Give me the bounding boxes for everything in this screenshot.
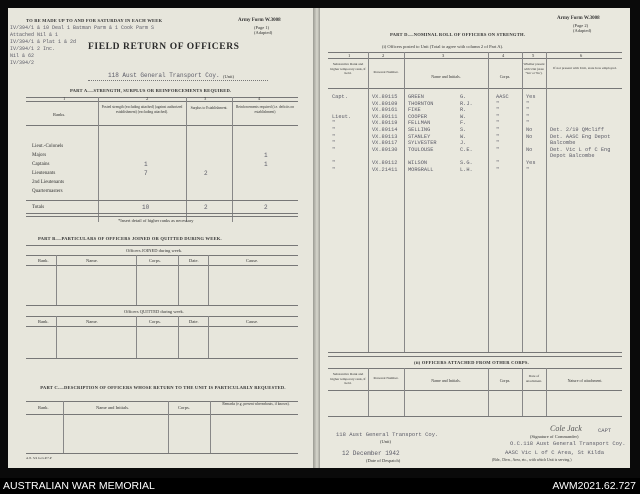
roll-num: VX.89119 bbox=[372, 120, 398, 127]
unit-footer: 118 Aust General Transport Coy. bbox=[336, 431, 439, 438]
roll-name: FIKE bbox=[408, 107, 421, 114]
roll-corps: " bbox=[496, 166, 500, 173]
joined-label: Officers JOINED during week. bbox=[126, 248, 183, 253]
commander-signature: Cole Jack bbox=[550, 424, 582, 433]
form-number: Army Form W.3008 bbox=[557, 16, 600, 21]
roll-employed: Balcombe bbox=[550, 140, 576, 147]
roll-name: GREEN bbox=[408, 94, 424, 100]
roll-rank: Capt. bbox=[332, 94, 348, 100]
roll-corps: " bbox=[496, 140, 500, 147]
roll-present: " bbox=[526, 107, 530, 114]
roll-name: TOULOUSE bbox=[408, 146, 434, 153]
rank-label: Majors bbox=[32, 153, 47, 158]
reinf-value: 1 bbox=[264, 161, 268, 168]
part-a-footnote: *Insert detail of higher ranks as necessary bbox=[118, 218, 194, 223]
signatory-rank: CAPT bbox=[598, 427, 612, 434]
roll-init: G. bbox=[460, 94, 467, 100]
part-d-heading: PART D.—NOMINAL ROLL OF OFFICERS ON STRENGTH. bbox=[390, 32, 526, 37]
roll-corps: " bbox=[496, 100, 500, 107]
roll-name: MORGRALL bbox=[408, 166, 434, 173]
roll-present: No bbox=[526, 133, 533, 140]
roll-rank: " bbox=[332, 120, 336, 127]
roll-name: FELLMAN bbox=[408, 120, 431, 127]
roll-name: SELLING bbox=[408, 127, 431, 133]
roll-present: " bbox=[526, 120, 530, 127]
form-instruction: TO BE MADE UP TO AND FOR SATURDAY IN EACH WEEK bbox=[26, 18, 163, 23]
roll-num: VX.21411 bbox=[372, 166, 398, 173]
roll-num: VX.89111 bbox=[372, 113, 398, 120]
rank-label: Lieut.-Colonels bbox=[32, 144, 64, 149]
roll-name: WILSON bbox=[408, 160, 428, 166]
total-surplus: 2 bbox=[204, 204, 208, 211]
stamp-line: IV/394/1 & Plat 1 & 2d bbox=[10, 39, 77, 45]
attached-heading: (ii) OFFICERS ATTACHED FROM OTHER CORPS. bbox=[414, 360, 530, 365]
roll-present: No bbox=[526, 146, 533, 153]
roll-num: VX.89113 bbox=[372, 133, 398, 140]
roll-rank: Lieut. bbox=[332, 113, 352, 120]
roll-num: VX.89115 bbox=[372, 94, 398, 100]
col-header-posted: Posted strength (excluding attached) (against authorized establishment) (excluding attached). bbox=[101, 105, 183, 114]
roll-num: VX.89112 bbox=[372, 160, 398, 166]
caption-bar bbox=[0, 478, 640, 494]
roll-num: VX.89109 bbox=[372, 100, 398, 107]
area-line: AASC Vic L of C Area, St Kilda bbox=[505, 449, 605, 456]
roll-init: S. bbox=[460, 127, 467, 133]
roll-num: VX.89161 bbox=[372, 107, 398, 114]
caption-source: AUSTRALIAN WAR MEMORIAL bbox=[3, 480, 155, 492]
posted-value: 7 bbox=[144, 170, 148, 177]
roll-present: Yes bbox=[526, 160, 536, 166]
roll-init: F. bbox=[460, 120, 467, 127]
col-header-reinforcements: Reinforcements required (i.e. deficits on establishment) bbox=[235, 105, 295, 114]
roll-corps: " bbox=[496, 120, 500, 127]
roll-corps: " bbox=[496, 133, 500, 140]
roll-init: J. bbox=[460, 140, 467, 147]
part-d-subheading: (i) Officers posted to Unit (Total to agree with column 2 of Part A). bbox=[382, 44, 504, 49]
caption-accession: AWM2021.62.727 bbox=[552, 480, 636, 492]
roll-init: R.J. bbox=[460, 100, 473, 107]
rank-label: Captains bbox=[32, 162, 50, 167]
roll-corps: " bbox=[496, 113, 500, 120]
roll-employed: Det. Vic L of C Eng bbox=[550, 146, 611, 153]
unit-name: 118 Aust General Transport Coy. bbox=[108, 72, 220, 79]
roll-num: VX.89117 bbox=[372, 140, 398, 147]
rank-label: Quartermasters bbox=[32, 189, 63, 194]
roll-init: R. bbox=[460, 107, 467, 114]
quitted-label: Officers QUITTED during week. bbox=[124, 309, 184, 314]
roll-rank: " bbox=[332, 160, 336, 166]
total-posted: 10 bbox=[142, 204, 150, 211]
unit-caption: (Unit) bbox=[223, 74, 234, 79]
roll-employed: Det. 2/19 QMcliff bbox=[550, 127, 605, 133]
roll-present: " bbox=[526, 113, 530, 120]
roll-present: " bbox=[526, 166, 530, 173]
roll-corps: " bbox=[496, 146, 500, 153]
roll-num: VX.89114 bbox=[372, 127, 398, 133]
roll-rank: " bbox=[332, 140, 336, 147]
roll-present: No bbox=[526, 127, 533, 133]
roll-name: THORNTON bbox=[408, 100, 434, 107]
stamp-line: Nil & 62 bbox=[10, 53, 35, 59]
stamp-line: IV/394/1 & 10 Deal 1 Batman Parm & 1 Cook Parm S bbox=[10, 25, 155, 31]
roll-rank: " bbox=[332, 127, 336, 133]
roll-init: C.E. bbox=[460, 146, 473, 153]
form-number: Army Form W.3008 bbox=[238, 18, 281, 23]
roll-init: W. bbox=[460, 113, 467, 120]
form-page-1: TO BE MADE UP TO AND FOR SATURDAY IN EACH WEEK Army Form W.3008 (Page 1) (Adapted) IV/394/1 & 10 Deal 1 Batman Parm & 1 Cook Parm S Attached Nil & 1 IV/394/1 & Plat 1 & 2d IV/394/1 2 Inc. Nil & 62 IV/394/2 FIELD RETURN OF OFFICERS 118 Aust General Transport Coy. (Unit) PART A.—STRENGTH, SURPLUS OR REINFORCEMENTS REQUIRED. 1 2 3 4 Ranks. Posted strength (excluding attached) (against authorized establishment) (excluding attached). Surplus to Establishment. Reinforcements required (i.e. deficits on establishment) Lieut.-Colonels Majors Captains Lieutenants 2nd Lieutenants Quartermasters 1 1 1 7 2 Totals 10 2 2 *Insert detail of higher ranks as necessary PART B.—PARTICULARS OF OFFICERS JOINED OR QUITTED DURING WEEK. Officers JOINED during week. Rank. Name. Corps. Date. Cause. Officers QUITTED during week. Rank. Name. Corps. Date. Cause. PART C.—DESCRIPTION OF OFFICERS WHOSE RETURN TO THE UNIT IS PARTICULARLY REQUESTED. Rank. Name and Initials. Corps. Remarks (e.g. present whereabouts, if known). A 8. 3/4 Gov.P.7.P bbox=[8, 8, 314, 468]
form-page-label: (Page 1) bbox=[254, 25, 270, 30]
roll-num: VX.89130 bbox=[372, 146, 398, 153]
rank-label: 2nd Lieutenants bbox=[32, 180, 65, 185]
despatch-date: 12 December 1942 bbox=[342, 450, 400, 457]
surplus-value: 2 bbox=[204, 170, 208, 177]
signatory-caption: (Signature of Commander) bbox=[530, 434, 579, 439]
roll-init: W. bbox=[460, 133, 467, 140]
roll-corps: " bbox=[496, 107, 500, 114]
roll-rank: " bbox=[332, 166, 336, 173]
rank-label: Lieutenants bbox=[32, 171, 56, 176]
part-b-heading: PART B.—PARTICULARS OF OFFICERS JOINED OR QUITTED DURING WEEK. bbox=[38, 236, 222, 241]
roll-name: STANLEY bbox=[408, 133, 431, 140]
stamp-line: IV/394/1 2 Inc. bbox=[10, 46, 56, 52]
posted-value: 1 bbox=[144, 161, 148, 168]
roll-employed: Depot Balcombe bbox=[550, 153, 595, 160]
total-reinf: 2 bbox=[264, 204, 268, 211]
roll-corps: " bbox=[496, 127, 500, 133]
roll-corps: AASC bbox=[496, 94, 509, 100]
oc-line: O.C.118 Aust General Transport Coy. bbox=[510, 440, 626, 447]
form-adapted-label: (Adapted) bbox=[254, 30, 273, 35]
form-page-2: Army Form W.3008 (Page 2) (Adapted) PART D.—NOMINAL ROLL OF OFFICERS ON STRENGTH. (i) Officers posted to Unit (Total to agree with column 2 of Part A). 1 2 3 4 5 6 Substantive Rank and higher temporary rank, if held. Personal Number. Name and Initials. Corps. Whether present with Unit (state 'Yes' or 'No'). If not present with Unit, state how employed. Capt. VX.89115 GREEN G. AASC Yes VX.89109 THORNTON R.J. " " VX.89161 FIKE R. " " Lieut. VX.89111 COOPER W. " " " VX.89119 FELLMAN F. " " " VX.89114 SELLING S. " No Det. 2/19 QMcliff " VX.89113 STANLEY W. " No Det. AASC Eng Depot " VX.89117 SYLVESTER J. " Balcombe " VX.89130 TOULOUSE C.E. " No Det. Vic L of C Eng Depot Balcombe " VX.89112 WILSON S.G. " Yes " VX.21411 MORGRALL L.H. " " (ii) OFFICERS ATTACHED FROM OTHER CORPS. Substantive Rank and higher temporary rank, if held. Personal Number. Name and Initials. Corps. Date of attachment. Nature of attachment. Cole Jack CAPT 118 Aust General Transport Coy. (Unit) (Signature of Commander) O.C.118 Aust General Transport Coy. 12 December 1942 (Date of Despatch) AASC Vic L of C Area, St Kilda (Bde., Divn., Area, etc., with which Unit is serving.) bbox=[320, 8, 630, 468]
reinf-value: 1 bbox=[264, 152, 268, 159]
part-a-heading: PART A.—STRENGTH, SURPLUS OR REINFORCEMENTS REQUIRED. bbox=[70, 88, 232, 93]
roll-present: " bbox=[526, 100, 530, 107]
roll-rank: " bbox=[332, 146, 336, 153]
roll-init: S.G. bbox=[460, 160, 473, 166]
form-title: FIELD RETURN OF OFFICERS bbox=[88, 42, 240, 52]
stamp-line: IV/394/2 bbox=[10, 60, 35, 66]
roll-corps: " bbox=[496, 160, 500, 166]
roll-rank: " bbox=[332, 133, 336, 140]
roll-name: COOPER bbox=[408, 113, 428, 120]
totals-label: Totals bbox=[32, 205, 45, 210]
col-header-ranks: Ranks. bbox=[53, 112, 66, 117]
roll-employed: Det. AASC Eng Depot bbox=[550, 133, 611, 140]
col-header-surplus: Surplus to Establishment. bbox=[190, 106, 228, 110]
part-c-heading: PART C.—DESCRIPTION OF OFFICERS WHOSE RETURN TO THE UNIT IS PARTICULARLY REQUESTED. bbox=[40, 385, 286, 390]
printer-mark: A 8. 3/4 Gov.P.7.P bbox=[26, 456, 52, 460]
roll-init: L.H. bbox=[460, 166, 473, 173]
stamp-line: Attached Nil & 1 bbox=[10, 32, 59, 38]
roll-name: SYLVESTER bbox=[408, 140, 437, 147]
roll-present: Yes bbox=[526, 94, 536, 100]
